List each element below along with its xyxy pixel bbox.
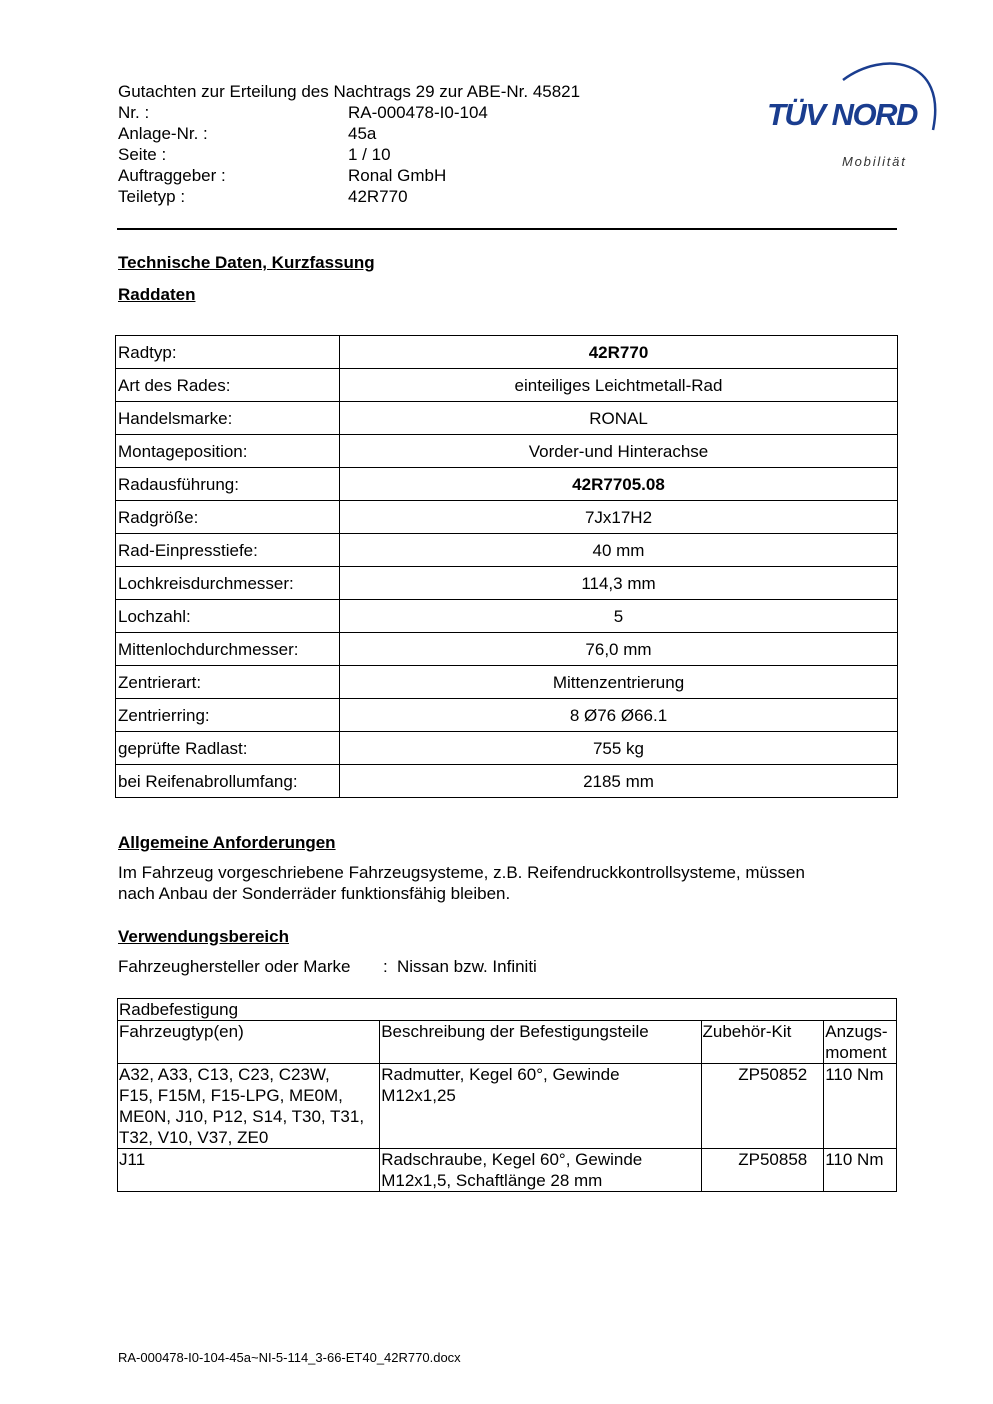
table-row bbox=[116, 369, 898, 402]
table-row bbox=[116, 501, 898, 534]
torque-cell: 110 Nm bbox=[824, 1149, 897, 1192]
meta-row-nr bbox=[118, 102, 678, 123]
anforderungen-line: nach Anbau der Sonderräder funktionsfähig bleiben. bbox=[118, 884, 511, 903]
vehicle-types-line: ME0N, J10, P12, S14, T30, T31, bbox=[119, 1107, 365, 1126]
logo-subtitle: Mobilität bbox=[842, 154, 907, 169]
row-label: Handelsmarke: bbox=[116, 402, 340, 435]
verwendung-value: Nissan bzw. Infiniti bbox=[397, 957, 537, 976]
meta-value: 1 / 10 bbox=[348, 145, 391, 164]
description-cell bbox=[380, 1149, 701, 1192]
row-label: Lochzahl: bbox=[116, 600, 340, 633]
column-header: Fahrzeugtyp(en) bbox=[118, 1021, 380, 1064]
table-row bbox=[116, 666, 898, 699]
table-row bbox=[116, 567, 898, 600]
table-row bbox=[116, 732, 898, 765]
meta-key: Anlage-Nr. : bbox=[118, 124, 208, 143]
row-value: einteiliges Leichtmetall-Rad bbox=[340, 369, 898, 402]
description-cell bbox=[380, 1064, 701, 1149]
vehicle-types-line: T32, V10, V37, ZE0 bbox=[119, 1128, 269, 1147]
row-value: 755 kg bbox=[340, 732, 898, 765]
description-line: Radmutter, Kegel 60°, Gewinde bbox=[381, 1065, 620, 1084]
document-header bbox=[118, 81, 678, 207]
row-value: 40 mm bbox=[340, 534, 898, 567]
row-label: Radausführung: bbox=[116, 468, 340, 501]
row-value: 2185 mm bbox=[340, 765, 898, 798]
table-caption: Radbefestigung bbox=[118, 999, 897, 1021]
meta-value: 45a bbox=[348, 124, 377, 143]
row-value: 8 Ø76 Ø66.1 bbox=[340, 699, 898, 732]
row-value: 114,3 mm bbox=[340, 567, 898, 600]
row-label: Zentrierring: bbox=[116, 699, 340, 732]
column-header: Beschreibung der Befestigungsteile bbox=[380, 1021, 701, 1064]
radbefestigung-table bbox=[117, 998, 897, 1192]
raddaten-table bbox=[115, 335, 898, 798]
row-value: 76,0 mm bbox=[340, 633, 898, 666]
meta-row-anlage bbox=[118, 123, 678, 144]
table-row bbox=[116, 468, 898, 501]
column-header bbox=[824, 1021, 897, 1064]
row-label: Art des Rades: bbox=[116, 369, 340, 402]
anforderungen-heading: Allgemeine Anforderungen bbox=[118, 833, 336, 852]
header-divider bbox=[117, 228, 897, 230]
row-value: Vorder-und Hinterachse bbox=[340, 435, 898, 468]
meta-key: Auftraggeber : bbox=[118, 166, 226, 185]
table-row bbox=[116, 633, 898, 666]
section-title: Technische Daten, Kurzfassung bbox=[118, 253, 375, 272]
vehicle-types-cell bbox=[118, 1064, 380, 1149]
vehicle-types-line: J11 bbox=[119, 1150, 146, 1169]
meta-row-auftraggeber bbox=[118, 165, 678, 186]
row-label: Rad-Einpresstiefe: bbox=[116, 534, 340, 567]
tuv-nord-logo bbox=[763, 58, 943, 173]
kit-cell: ZP50858 bbox=[701, 1149, 824, 1192]
vehicle-types-line: F15, F15M, F15-LPG, ME0M, bbox=[119, 1086, 343, 1105]
table-row bbox=[116, 699, 898, 732]
verwendung-separator: : bbox=[383, 957, 388, 976]
table-row bbox=[116, 402, 898, 435]
anforderungen-text bbox=[118, 862, 888, 904]
row-label: Zentrierart: bbox=[116, 666, 340, 699]
table-row bbox=[118, 1149, 897, 1192]
column-header-line: Anzugs- bbox=[825, 1022, 888, 1041]
table-caption-row bbox=[118, 999, 897, 1021]
description-line: M12x1,5, Schaftlänge 28 mm bbox=[381, 1171, 603, 1190]
row-label: geprüfte Radlast: bbox=[116, 732, 340, 765]
table-header-row bbox=[118, 1021, 897, 1064]
description-line: Radschraube, Kegel 60°, Gewinde bbox=[381, 1150, 643, 1169]
table-row bbox=[116, 600, 898, 633]
row-label: Lochkreisdurchmesser: bbox=[116, 567, 340, 600]
document-title: Gutachten zur Erteilung des Nachtrags 29 zur ABE-Nr. 45821 bbox=[118, 82, 581, 101]
kit-cell: ZP50852 bbox=[701, 1064, 824, 1149]
meta-value: 42R770 bbox=[348, 187, 408, 206]
row-label: Montageposition: bbox=[116, 435, 340, 468]
table-row bbox=[118, 1064, 897, 1149]
column-header: Zubehör-Kit bbox=[701, 1021, 824, 1064]
meta-row-seite bbox=[118, 144, 678, 165]
row-value: Mittenzentrierung bbox=[340, 666, 898, 699]
row-label: Radgröße: bbox=[116, 501, 340, 534]
row-value: 42R7705.08 bbox=[340, 468, 898, 501]
row-label: Radtyp: bbox=[116, 336, 340, 369]
verwendung-heading: Verwendungsbereich bbox=[118, 927, 289, 946]
column-header-line: moment bbox=[825, 1043, 887, 1062]
verwendung-label: Fahrzeughersteller oder Marke bbox=[118, 957, 351, 976]
raddaten-heading: Raddaten bbox=[118, 285, 196, 304]
row-value: RONAL bbox=[340, 402, 898, 435]
meta-key: Nr. : bbox=[118, 103, 150, 122]
table-row bbox=[116, 336, 898, 369]
meta-key: Seite : bbox=[118, 145, 167, 164]
anforderungen-line: Im Fahrzeug vorgeschriebene Fahrzeugsysteme, z.B. Reifendruckkontrollsysteme, müssen bbox=[118, 863, 805, 882]
row-label: Mittenlochdurchmesser: bbox=[116, 633, 340, 666]
meta-key: Teiletyp : bbox=[118, 187, 186, 206]
row-label: bei Reifenabrollumfang: bbox=[116, 765, 340, 798]
logo-brand: TÜV NORD bbox=[767, 97, 917, 132]
description-line: M12x1,25 bbox=[381, 1086, 456, 1105]
meta-value: Ronal GmbH bbox=[348, 166, 447, 185]
table-row bbox=[116, 435, 898, 468]
table-row bbox=[116, 534, 898, 567]
torque-cell: 110 Nm bbox=[824, 1064, 897, 1149]
footer-filename: RA-000478-I0-104-45a~NI-5-114_3-66-ET40_42R770.docx bbox=[118, 1350, 461, 1365]
row-value: 42R770 bbox=[340, 336, 898, 369]
verwendung-row bbox=[118, 956, 537, 977]
meta-row-teiletyp bbox=[118, 186, 678, 207]
vehicle-types-line: A32, A33, C13, C23, C23W, bbox=[119, 1065, 330, 1084]
row-value: 5 bbox=[340, 600, 898, 633]
row-value: 7Jx17H2 bbox=[340, 501, 898, 534]
meta-value: RA-000478-I0-104 bbox=[348, 103, 488, 122]
table-row bbox=[116, 765, 898, 798]
vehicle-types-cell bbox=[118, 1149, 380, 1192]
